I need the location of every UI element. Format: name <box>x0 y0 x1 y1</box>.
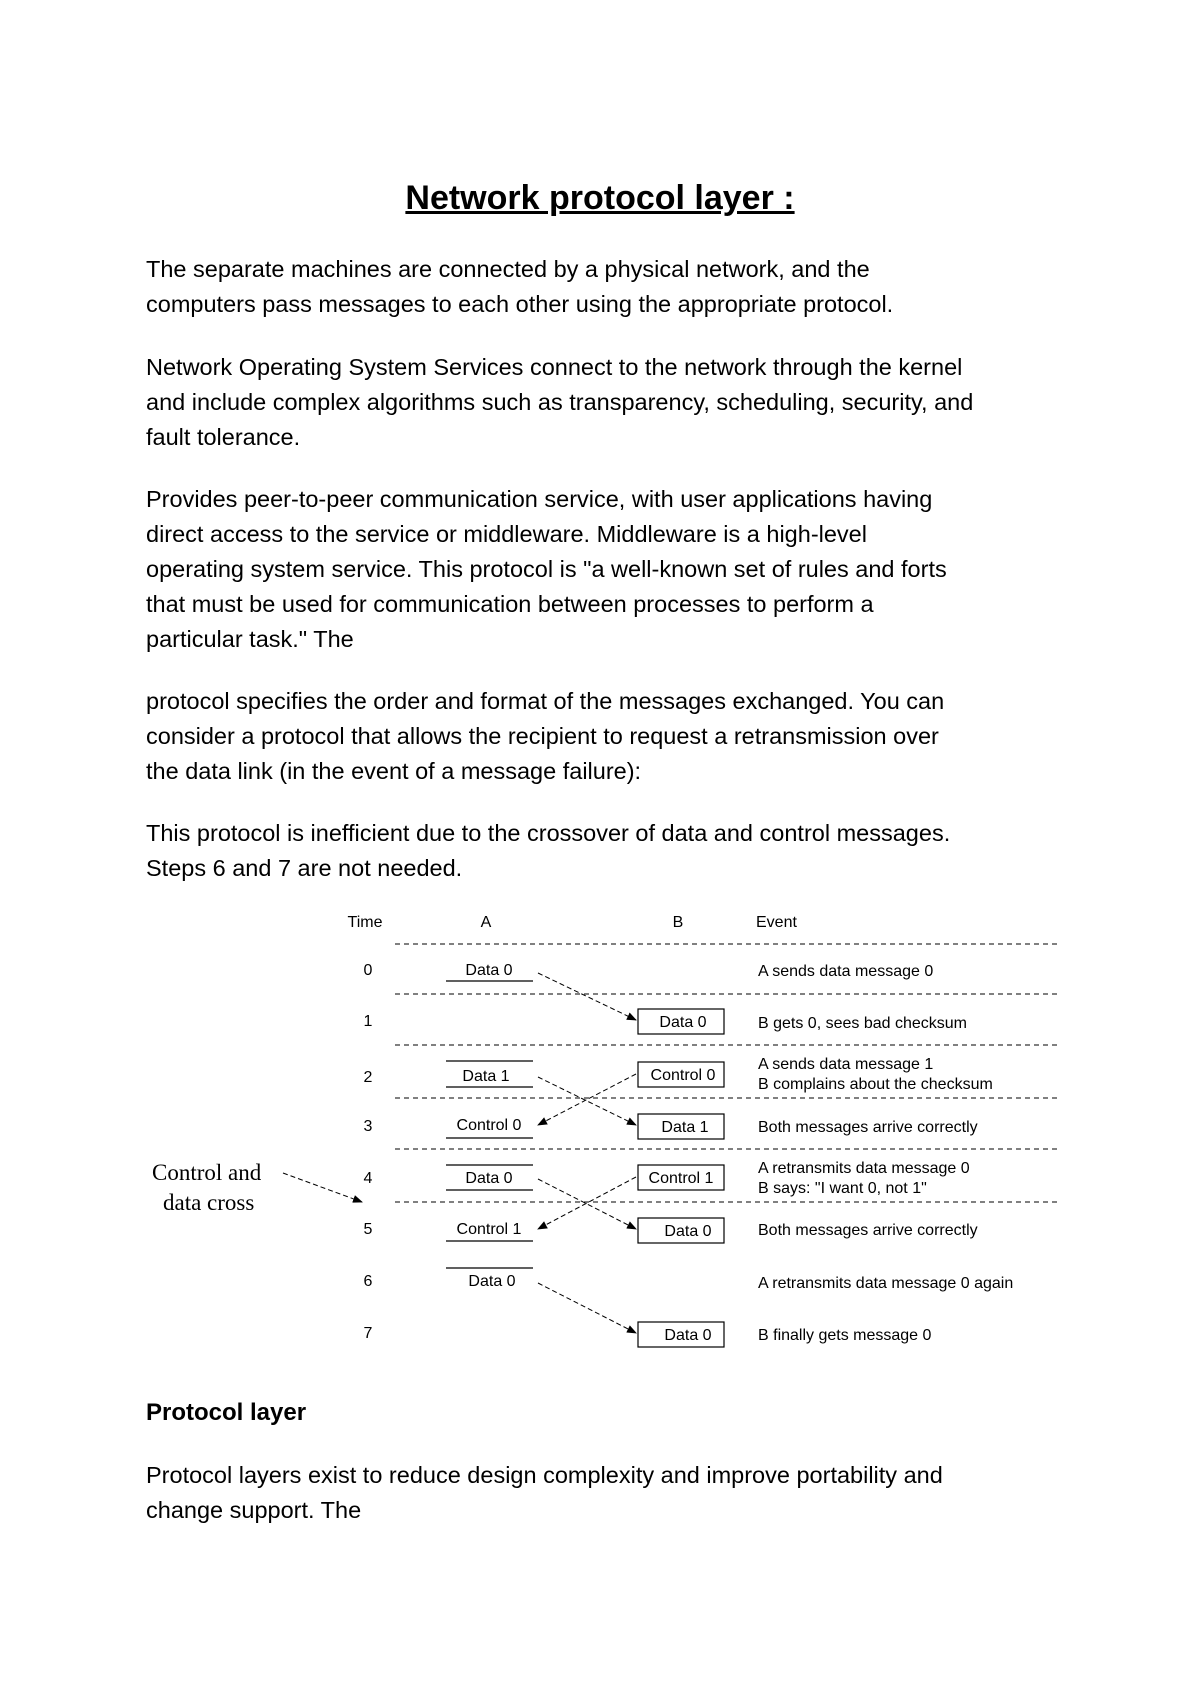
event-text: B finally gets message 0 <box>758 1327 932 1344</box>
header-event: Event <box>756 914 797 931</box>
header-time: Time <box>347 914 383 931</box>
paragraph-line: The separate machines are connected by a physical network, and the <box>146 256 870 282</box>
arrow-a-to-b <box>538 1179 636 1229</box>
paragraph-line: the data link (in the event of a message failure): <box>146 758 642 784</box>
b-message-data-1: Data 1 <box>661 1119 709 1136</box>
time-label-1: 1 <box>363 1013 373 1030</box>
event-text: B says: "I want 0, not 1" <box>758 1180 927 1197</box>
b-message-control-0: Control 0 <box>650 1067 716 1084</box>
arrow-b-to-a <box>538 1177 636 1229</box>
header-b: B <box>672 914 684 931</box>
header-a: A <box>480 914 492 931</box>
section-heading: Protocol layer <box>146 1399 307 1426</box>
paragraph-line: fault tolerance. <box>146 424 301 450</box>
paragraph-line: that must be used for communication between processes to perform a <box>146 591 874 617</box>
event-text: A retransmits data message 0 again <box>758 1275 1014 1292</box>
annotation-line-2: data cross <box>163 1190 255 1215</box>
paragraph-line: computers pass messages to each other using the appropriate protocol. <box>146 291 894 317</box>
b-message-control-1: Control 1 <box>648 1170 714 1187</box>
b-message-data-0-received: Data 0 <box>664 1223 712 1240</box>
paragraph-line: Network Operating System Services connect to the network through the kernel <box>146 354 963 380</box>
event-text: B gets 0, sees bad checksum <box>758 1015 967 1032</box>
event-text: A sends data message 1 <box>758 1056 934 1073</box>
paragraph-line: consider a protocol that allows the recipient to request a retransmission over <box>146 723 939 749</box>
arrow-a-to-b <box>538 973 636 1020</box>
time-label-0: 0 <box>363 962 373 979</box>
paragraph-line: Steps 6 and 7 are not needed. <box>146 855 463 881</box>
paragraph-line: Protocol layers exist to reduce design complexity and improve portability and <box>146 1462 943 1488</box>
paragraph-line: change support. The <box>146 1497 362 1523</box>
event-text: Both messages arrive correctly <box>758 1222 978 1239</box>
time-label-2: 2 <box>363 1069 373 1086</box>
event-text: B complains about the checksum <box>758 1076 993 1093</box>
arrow-a-to-b <box>538 1077 636 1125</box>
paragraph-line: and include complex algorithms such as transparency, scheduling, security, and <box>146 389 974 415</box>
time-label-5: 5 <box>363 1221 373 1238</box>
time-label-3: 3 <box>363 1118 373 1135</box>
paragraph-line: operating system service. This protocol is "a well-known set of rules and forts <box>146 556 947 582</box>
page-title: Network protocol layer : <box>405 179 795 217</box>
annotation-arrow <box>283 1173 362 1202</box>
paragraph-line: protocol specifies the order and format of the messages exchanged. You can <box>146 688 945 714</box>
arrow-a-to-b <box>538 1283 636 1333</box>
annotation-line-1: Control and <box>152 1160 262 1185</box>
a-message-data-1: Data 1 <box>462 1068 510 1085</box>
a-message-control-1: Control 1 <box>456 1221 522 1238</box>
paragraph-line: This protocol is inefficient due to the crossover of data and control messages. <box>146 820 951 846</box>
paragraph-line: Provides peer-to-peer communication service, with user applications having <box>146 486 933 512</box>
b-message-data-0: Data 0 <box>659 1014 707 1031</box>
time-label-6: 6 <box>363 1273 373 1290</box>
event-text: Both messages arrive correctly <box>758 1119 978 1136</box>
paragraph-6 <box>146 1458 1086 1528</box>
a-message-data-0-again: Data 0 <box>468 1273 516 1290</box>
a-message-data-0-retransmit: Data 0 <box>465 1170 513 1187</box>
b-message-data-0-final: Data 0 <box>664 1327 712 1344</box>
event-text: A retransmits data message 0 <box>758 1160 970 1177</box>
paragraph-line: direct access to the service or middleware. Middleware is a high-level <box>146 521 867 547</box>
a-message-data-0: Data 0 <box>465 962 513 979</box>
a-message-control-0: Control 0 <box>456 1117 522 1134</box>
paragraph-line: particular task." The <box>146 626 354 652</box>
message-arrows <box>283 973 636 1333</box>
time-label-4: 4 <box>363 1170 373 1187</box>
time-label-7: 7 <box>363 1325 373 1342</box>
event-text: A sends data message 0 <box>758 963 934 980</box>
